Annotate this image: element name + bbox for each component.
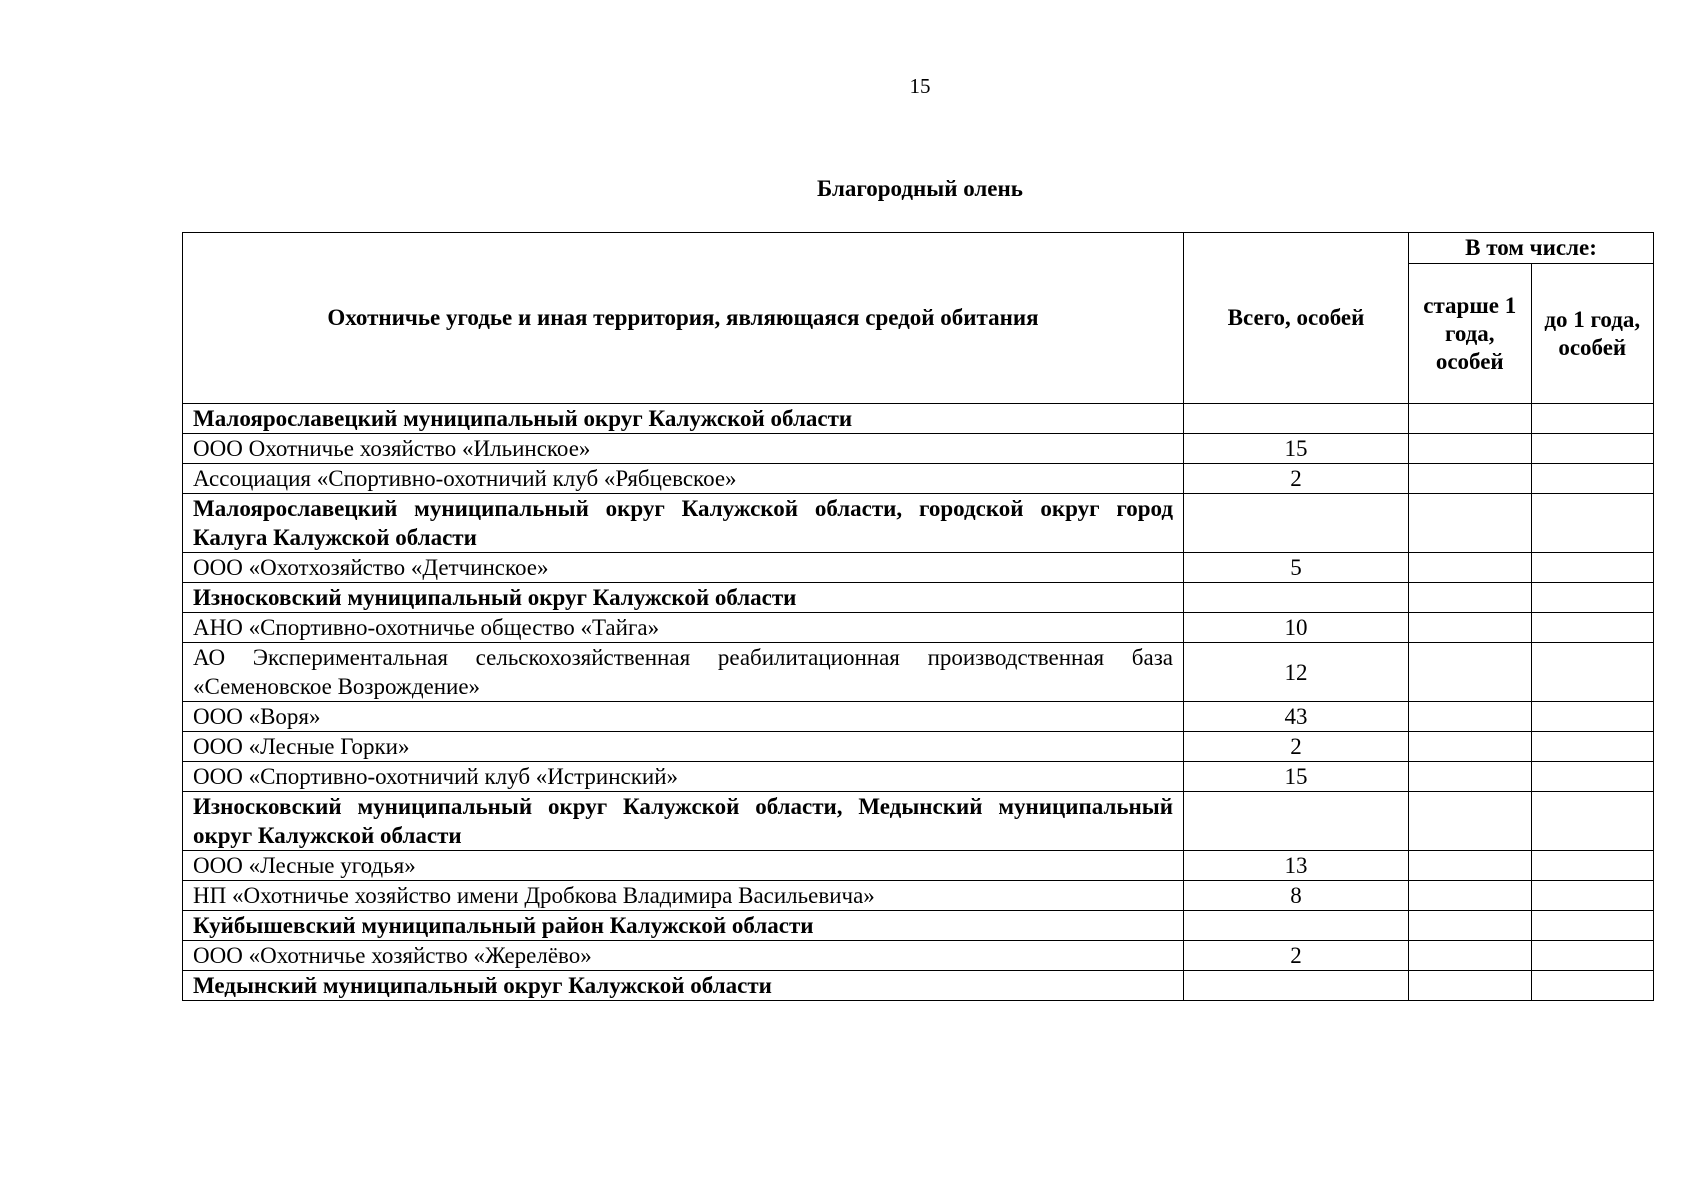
table-header (183, 233, 1654, 404)
document-title: Благородный олень (817, 176, 1023, 201)
older-count-cell (1409, 643, 1532, 702)
total-count-cell: 13 (1184, 851, 1409, 881)
hunting-ground-name-cell: ООО «Охотничье хозяйство «Жерелёво» (183, 941, 1184, 971)
table-row (183, 732, 1654, 762)
table-row (183, 613, 1654, 643)
hunting-ground-name-cell: ООО «Лесные Горки» (183, 732, 1184, 762)
table-row (183, 643, 1654, 702)
younger-count-cell (1531, 643, 1654, 702)
older-count-cell (1409, 553, 1532, 583)
younger-count-cell (1531, 881, 1654, 911)
total-count-cell: 2 (1184, 732, 1409, 762)
hunting-ground-name-cell: ООО Охотничье хозяйство «Ильинское» (183, 434, 1184, 464)
older-count-cell (1409, 494, 1532, 553)
hunting-ground-name-cell: НП «Охотничье хозяйство имени Дробкова Владимира Васильевича» (183, 881, 1184, 911)
older-count-cell (1409, 941, 1532, 971)
older-count-cell (1409, 613, 1532, 643)
district-name-cell: Износковский муниципальный округ Калужской области, Медынский муниципальный округ Калужской области (183, 792, 1184, 851)
total-count-cell (1184, 792, 1409, 851)
district-name-cell: Медынский муниципальный округ Калужской области (183, 971, 1184, 1001)
younger-count-cell (1531, 851, 1654, 881)
district-name-cell: Малоярославецкий муниципальный округ Калужской области (183, 404, 1184, 434)
total-count-cell: 10 (1184, 613, 1409, 643)
table-row (183, 762, 1654, 792)
younger-count-cell (1531, 613, 1654, 643)
older-count-cell (1409, 881, 1532, 911)
total-count-cell: 2 (1184, 464, 1409, 494)
district-name-cell: Малоярославецкий муниципальный округ Калужской области, городской округ город Калуга Калужской области (183, 494, 1184, 553)
table-row (183, 881, 1654, 911)
younger-count-cell (1531, 762, 1654, 792)
younger-count-cell (1531, 583, 1654, 613)
total-count-cell (1184, 971, 1409, 1001)
table-row (183, 464, 1654, 494)
district-row (183, 583, 1654, 613)
younger-count-cell (1531, 404, 1654, 434)
district-row (183, 971, 1654, 1001)
game-census-table (182, 232, 1654, 1001)
page-number: 15 (909, 74, 931, 98)
older-count-cell (1409, 851, 1532, 881)
table-row (183, 434, 1654, 464)
table-row (183, 702, 1654, 732)
hunting-ground-name-cell: АО Экспериментальная сельскохозяйственная реабилитационная производственная база «Семеновское Возрождение» (183, 643, 1184, 702)
header-older: старше 1 года, особей (1409, 264, 1532, 404)
total-count-cell: 8 (1184, 881, 1409, 911)
younger-count-cell (1531, 941, 1654, 971)
header-including: В том числе: (1409, 233, 1654, 264)
younger-count-cell (1531, 494, 1654, 553)
district-row (183, 792, 1654, 851)
table-row (183, 851, 1654, 881)
district-row (183, 494, 1654, 553)
header-row-top (183, 233, 1654, 264)
total-count-cell (1184, 494, 1409, 553)
younger-count-cell (1531, 553, 1654, 583)
header-territory: Охотничье угодье и иная территория, являющаяся средой обитания (183, 233, 1184, 404)
younger-count-cell (1531, 911, 1654, 941)
header-younger: до 1 года, особей (1531, 264, 1654, 404)
older-count-cell (1409, 702, 1532, 732)
younger-count-cell (1531, 971, 1654, 1001)
table-row (183, 941, 1654, 971)
total-count-cell: 12 (1184, 643, 1409, 702)
older-count-cell (1409, 792, 1532, 851)
total-count-cell (1184, 911, 1409, 941)
total-count-cell (1184, 583, 1409, 613)
older-count-cell (1409, 971, 1532, 1001)
hunting-ground-name-cell: ООО «Спортивно-охотничий клуб «Истринский» (183, 762, 1184, 792)
older-count-cell (1409, 732, 1532, 762)
total-count-cell: 5 (1184, 553, 1409, 583)
younger-count-cell (1531, 464, 1654, 494)
older-count-cell (1409, 404, 1532, 434)
younger-count-cell (1531, 732, 1654, 762)
total-count-cell: 2 (1184, 941, 1409, 971)
district-name-cell: Износковский муниципальный округ Калужской области (183, 583, 1184, 613)
older-count-cell (1409, 911, 1532, 941)
table-row (183, 553, 1654, 583)
older-count-cell (1409, 762, 1532, 792)
hunting-ground-name-cell: ООО «Лесные угодья» (183, 851, 1184, 881)
older-count-cell (1409, 583, 1532, 613)
total-count-cell: 43 (1184, 702, 1409, 732)
older-count-cell (1409, 464, 1532, 494)
total-count-cell (1184, 404, 1409, 434)
younger-count-cell (1531, 434, 1654, 464)
hunting-ground-name-cell: ООО «Воря» (183, 702, 1184, 732)
hunting-ground-name-cell: АНО «Спортивно-охотничье общество «Тайга» (183, 613, 1184, 643)
older-count-cell (1409, 434, 1532, 464)
district-row (183, 911, 1654, 941)
table-body (183, 404, 1654, 1001)
younger-count-cell (1531, 702, 1654, 732)
hunting-ground-name-cell: ООО «Охотхозяйство «Детчинское» (183, 553, 1184, 583)
district-name-cell: Куйбышевский муниципальный район Калужской области (183, 911, 1184, 941)
hunting-ground-name-cell: Ассоциация «Спортивно-охотничий клуб «Рябцевское» (183, 464, 1184, 494)
total-count-cell: 15 (1184, 434, 1409, 464)
younger-count-cell (1531, 792, 1654, 851)
district-row (183, 404, 1654, 434)
total-count-cell: 15 (1184, 762, 1409, 792)
header-total: Всего, особей (1184, 233, 1409, 404)
